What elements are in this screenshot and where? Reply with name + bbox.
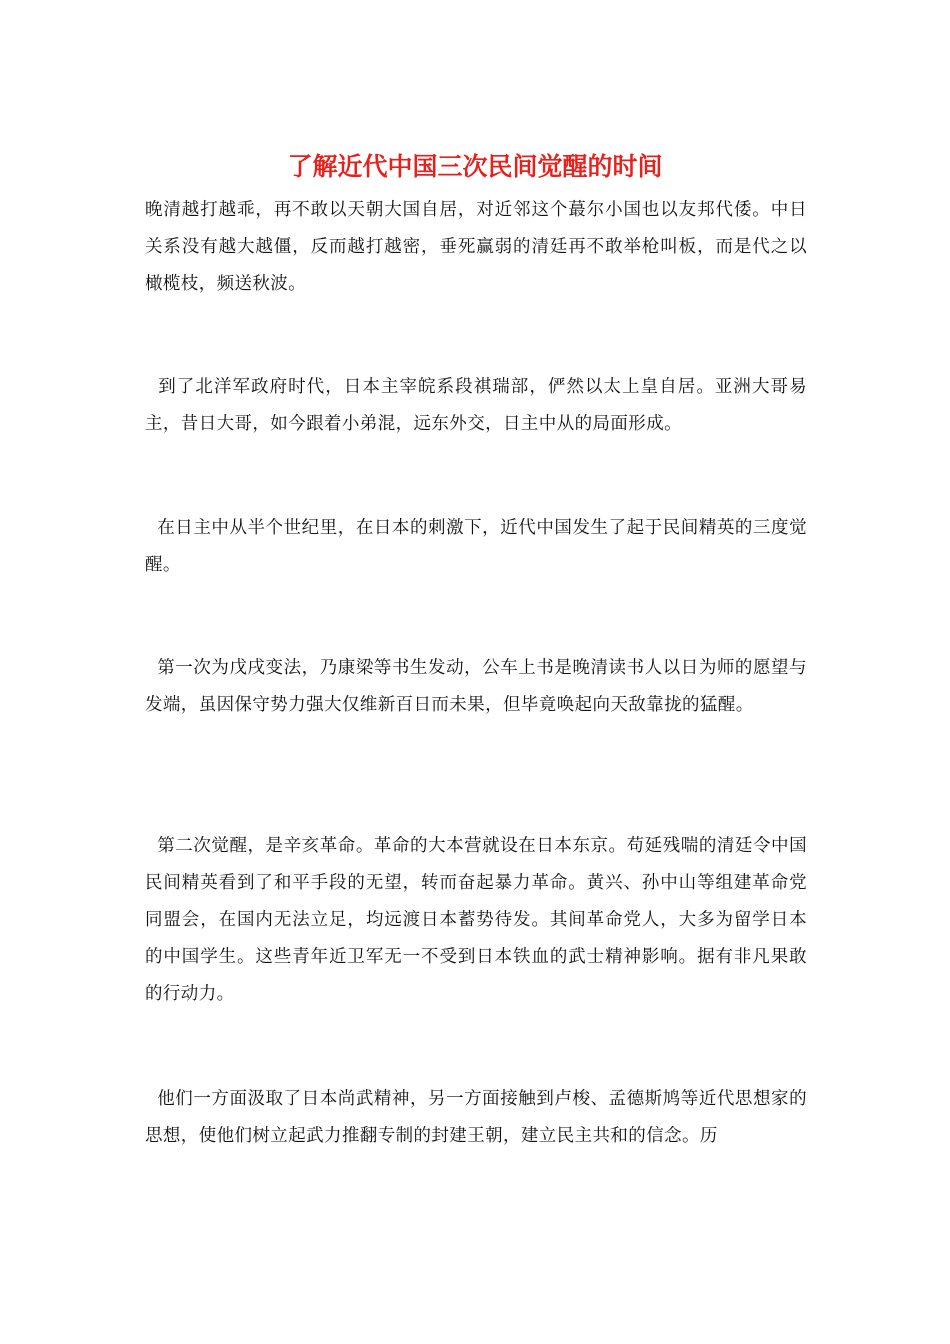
paragraph-1: 晚清越打越乖，再不敢以天朝大国自居，对近邻这个蕞尔小国也以友邦代倭。中日关系没有越大越僵，反而越打越密，垂死赢弱的清廷再不敢举枪叫板，而是代之以橄榄枝，频送秋波。 [145, 200, 807, 294]
paragraph-6: 他们一方面汲取了日本尚武精神，另一方面接触到卢梭、孟德斯鸠等近代思想家的思想，使他们树立起武力推翻专制的封建王朝，建立民主共和的信念。历 [145, 1089, 807, 1146]
paragraph-2: 到了北洋军政府时代，日本主宰皖系段祺瑞部，俨然以太上皇自居。亚洲大哥易主，昔日大哥，如今跟着小弟混，远东外交，日主中从的局面形成。 [145, 377, 808, 434]
paragraph-3: 在日主中从半个世纪里，在日本的刺激下，近代中国发生了起于民间精英的三度觉醒。 [145, 518, 807, 575]
paragraph-5: 第二次觉醒，是辛亥革命。革命的大本营就设在日本东京。苟延残喘的清廷令中国民间精英看到了和平手段的无望，转而奋起暴力革命。黄兴、孙中山等组建革命党同盟会，在国内无法立足，均远渡日本蓄势待发。其间革命党人，大多为留学日本的中国学生。这些青年近卫军无一不受到日本铁血的武士精神影响。据有非凡果敢的行动力。 [145, 836, 807, 1004]
document-title: 了解近代中国三次民间觉醒的时间 [287, 152, 663, 181]
paragraph-4: 第一次为戊戌变法，乃康梁等书生发动，公车上书是晚清读书人以日为师的愿望与发端，虽因保守势力强大仅维新百日而未果，但毕竟唤起向天敌靠拢的猛醒。 [145, 658, 807, 715]
